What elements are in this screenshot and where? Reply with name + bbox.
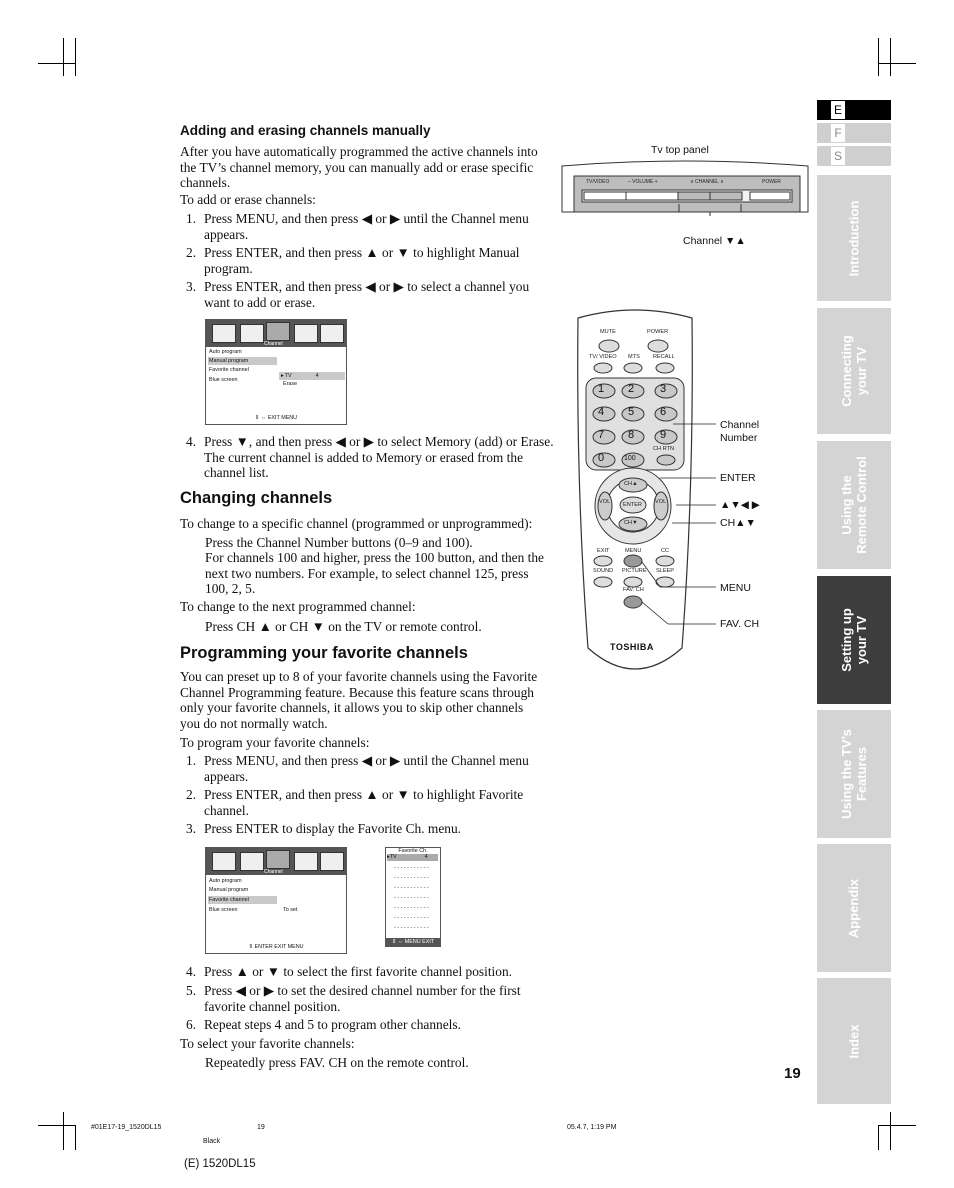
favorite-slot: - - - - - - - - - - - xyxy=(394,885,429,891)
value-tv: TV xyxy=(284,373,292,379)
callout-ch-updown: CH▲▼ xyxy=(720,517,756,529)
value-set: To set xyxy=(283,907,298,913)
tab-setting-up-your-tv[interactable]: Setting up your TV xyxy=(817,576,891,704)
panel-label-power: POWER xyxy=(762,179,781,185)
next-lead: To change to the next programmed channel: xyxy=(180,599,416,614)
panel-label-volume: – VOLUME + xyxy=(628,179,658,185)
page-number: 19 xyxy=(784,1065,801,1082)
lang-f[interactable]: F xyxy=(834,126,842,140)
digit-button-7[interactable]: 7 xyxy=(598,429,605,441)
callout-enter: ENTER xyxy=(720,472,756,484)
remote-label-recall: RECALL xyxy=(653,354,675,360)
select-fav-lead: To select your favorite channels: xyxy=(180,1036,355,1051)
remote-label-ch-up: CH▲ xyxy=(624,481,638,487)
menu-tab-label: Channel xyxy=(264,341,283,347)
digit-button-9[interactable]: 9 xyxy=(660,429,667,441)
digit-button-2[interactable]: 2 xyxy=(628,383,635,395)
section-heading: Adding and erasing channels manually xyxy=(180,123,431,138)
menu-item: Favorite channel xyxy=(208,896,277,904)
list-item: 4. Press ▼, and then press ◀ or ▶ to select Memory (add) or Erase. The current channel is added to Memory or erased from the channel list. xyxy=(186,434,554,481)
menu-item: Auto program xyxy=(209,349,242,355)
remote-label-mts: MTS xyxy=(628,354,640,360)
value-row: ▸TV 4 xyxy=(279,372,345,380)
digit-button-4[interactable]: 4 xyxy=(598,406,605,418)
menu-item: Manual program xyxy=(208,357,277,365)
list-item: 6. Repeat steps 4 and 5 to program other channels. xyxy=(186,1017,461,1032)
favorite-slot: - - - - - - - - - - - xyxy=(394,895,429,901)
channel-callout: Channel ▼▲ xyxy=(683,235,746,247)
callout-channel-number: Channel Number xyxy=(720,419,760,444)
favorite-slot: - - - - - - - - - - - xyxy=(394,875,429,881)
remote-label-exit: EXIT xyxy=(597,548,610,554)
list-item: 4. Press ▲ or ▼ to select the first favorite channel position. xyxy=(186,964,513,979)
list-item: 3. Press ENTER to display the Favorite Ch. menu. xyxy=(186,821,461,836)
favorite-slot: - - - - - - - - - - - xyxy=(394,865,429,871)
menu-footer: ⇕ ENTER EXIT MENU xyxy=(248,944,304,950)
digit-button-0[interactable]: 0 xyxy=(598,452,605,464)
remote-label-vol-left: VOL xyxy=(599,499,611,505)
digit-button-1[interactable]: 1 xyxy=(598,383,605,395)
list-item: 5. Press ◀ or ▶ to set the desired channel number for the first favorite channel position. xyxy=(186,983,521,1014)
callout-menu: MENU xyxy=(720,582,751,594)
tab-introduction[interactable]: Introduction xyxy=(817,175,891,301)
callout-favch: FAV. CH xyxy=(720,618,760,630)
tab-using-the-remote-control[interactable]: Using the Remote Control xyxy=(817,441,891,569)
intro-paragraph: After you have automatically programmed the active channels into the TV’s channel memory, you can manually add or erase specific channels. xyxy=(180,144,538,191)
footer-page: 19 xyxy=(257,1124,265,1131)
remote-label-cc: CC xyxy=(661,548,670,554)
add-erase-lead: To add or erase channels: xyxy=(180,192,316,207)
lang-s-bar xyxy=(817,146,891,166)
menu-item: Manual program xyxy=(209,887,249,893)
changing-lead: To change to a specific channel (programmed or unprogrammed): xyxy=(180,516,533,531)
remote-label-menu: MENU xyxy=(625,548,642,554)
footer-color: Black xyxy=(203,1138,221,1145)
lang-e[interactable]: E xyxy=(833,103,842,117)
fav-heading: Programming your favorite channels xyxy=(180,644,468,662)
remote-label-sound: SOUND xyxy=(593,568,614,574)
digit-button-6[interactable]: 6 xyxy=(660,406,667,418)
remote-label-tvvideo: TV/ VIDEO xyxy=(589,354,617,360)
favorite-tv-num: 4 xyxy=(424,854,428,860)
remote-label-enter: ENTER xyxy=(623,502,642,508)
remote-label-sleep: SLEEP xyxy=(656,568,675,574)
favorite-title: Favorite Ch. xyxy=(398,848,428,854)
list-item: 2. Press ENTER, and then press ▲ or ▼ to highlight Favorite channel. xyxy=(186,787,524,818)
lang-f-bar xyxy=(817,123,891,143)
favorite-slot: - - - - - - - - - - - xyxy=(394,915,429,921)
footer-model: (E) 1520DL15 xyxy=(184,1158,256,1170)
footer-date: 05.4.7, 1:19 PM xyxy=(567,1124,617,1131)
digit-button-100[interactable]: 100 xyxy=(624,455,636,462)
menu-item: Blue screen xyxy=(209,907,238,913)
value-num: 4 xyxy=(315,373,319,379)
next-detail: Press CH ▲ or CH ▼ on the TV or remote control. xyxy=(205,619,482,634)
favorite-tv-row: ▸TV 4 xyxy=(387,854,438,861)
tab-index[interactable]: Index xyxy=(817,978,891,1104)
fav-lead: To program your favorite channels: xyxy=(180,735,370,750)
digit-button-3[interactable]: 3 xyxy=(660,383,667,395)
tab-connecting-your-tv[interactable]: Connecting your TV xyxy=(817,308,891,434)
tv-panel-caption: Tv top panel xyxy=(651,144,709,156)
list-item: 1. Press MENU, and then press ◀ or ▶ until the Channel menu appears. xyxy=(186,753,529,784)
value-erase: Erase xyxy=(283,381,298,387)
favorite-slot: - - - - - - - - - - - xyxy=(394,925,429,931)
panel-label-tvvideo: TV/VIDEO xyxy=(586,179,610,185)
menu-footer: ⇕ ⇔ EXIT MENU xyxy=(254,415,298,421)
lang-s[interactable]: S xyxy=(833,149,842,163)
remote-label-ch-down: CH▼ xyxy=(624,520,638,526)
callout-arrows: ▲▼◀ ▶ xyxy=(720,499,760,511)
menu-item: Blue screen xyxy=(209,377,238,383)
digit-button-8[interactable]: 8 xyxy=(628,429,635,441)
favorite-tv: TV xyxy=(389,854,397,860)
favorite-footer: ⇕ ⇔ MENU EXIT xyxy=(386,938,440,946)
remote-label-favch: FAV. CH xyxy=(623,587,644,593)
favorite-slot: - - - - - - - - - - - xyxy=(394,905,429,911)
list-item: 3. Press ENTER, and then press ◀ or ▶ to select a channel you want to add or erase. xyxy=(186,279,530,310)
remote-label-mute: MUTE xyxy=(600,329,616,335)
lang-e-bar xyxy=(817,100,891,120)
fav-paragraph: You can preset up to 8 of your favorite channels using the Favorite Channel Programming feature. Because this feature scans through only your favorite channels, it allows you to skip other channels you do not normally watch. xyxy=(180,669,538,731)
changing-heading: Changing channels xyxy=(180,489,333,507)
changing-detail: For channels 100 and higher, press the 100 button, and then the next two numbers. For example, to select channel 125, press 100, 2, 5. xyxy=(205,550,544,597)
remote-label-power: POWER xyxy=(647,329,669,335)
tab-appendix[interactable]: Appendix xyxy=(817,844,891,972)
menu-tab-label: Channel xyxy=(264,869,283,875)
remote-brand-logo: TOSHIBA xyxy=(610,642,654,652)
list-item: 2. Press ENTER, and then press ▲ or ▼ to highlight Manual program. xyxy=(186,245,520,276)
footer-file: #01E17-19_1520DL15 xyxy=(91,1124,162,1131)
select-fav-detail: Repeatedly press FAV. CH on the remote control. xyxy=(205,1055,469,1070)
list-item: 1. Press MENU, and then press ◀ or ▶ until the Channel menu appears. xyxy=(186,211,529,242)
remote-label-picture: PICTURE xyxy=(622,568,647,574)
menu-item: Auto program xyxy=(209,878,242,884)
remote-label-vol-right: VOL xyxy=(655,499,667,505)
panel-label-channel: ∨ CHANNEL ∧ xyxy=(690,179,724,185)
tab-using-the-tvs-features[interactable]: Using the TV’s Features xyxy=(817,710,891,838)
changing-detail: Press the Channel Number buttons (0–9 and 100). xyxy=(205,535,473,550)
menu-item: Favorite channel xyxy=(209,367,249,373)
digit-button-5[interactable]: 5 xyxy=(628,406,635,418)
remote-label-chrtn: CH RTN xyxy=(653,446,675,452)
